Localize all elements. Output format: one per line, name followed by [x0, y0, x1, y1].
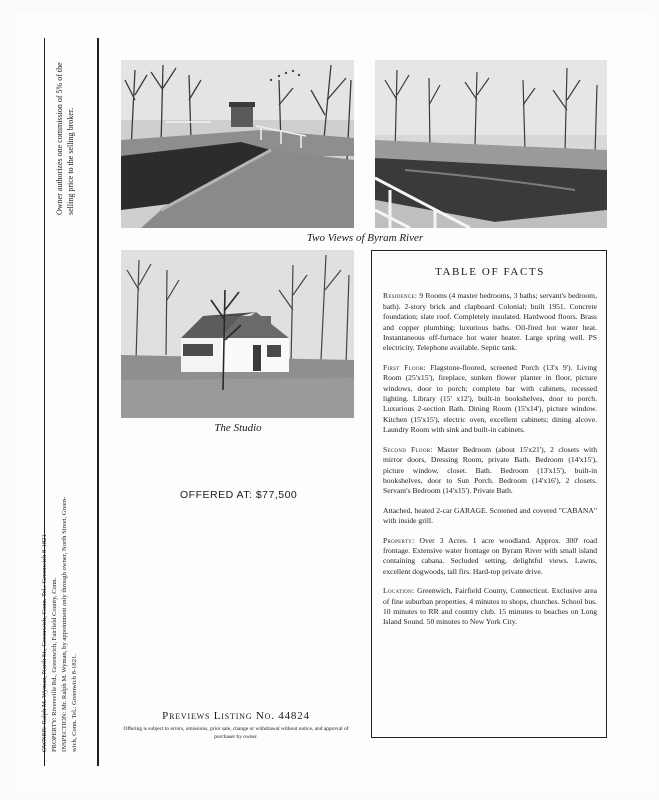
- property-line: PROPERTY: Riversville Rd., Greenwich, Fairfield County, Conn.: [51, 577, 58, 752]
- facts-residence: [383, 291, 597, 353]
- location-label: Location:: [383, 586, 415, 596]
- owner-line: OWNER: Ralph M. Wyman, North St., Greenwich, Conn. Tel.: Greenwich 8-1821: [41, 534, 48, 752]
- facts-first-floor: [383, 363, 597, 436]
- garage-text: Attached, heated 2-car GARAGE. Screened and covered "CABANA" with inside grill.: [383, 505, 597, 526]
- studio-caption: The Studio: [214, 422, 262, 434]
- listing-number: Previews Listing No. 44824: [162, 710, 310, 722]
- second-floor-text: Master Bedroom (about 15'x21'), 2 closets with mirror doors, Dressing Room, private Bath. Bedroom (14'x15'), picture window, closet. Bath. Bedroom (13'x15'), built-in bookshelves, door to Sun Porch. Bedroom (14'x16'), 2 closets. Servant's Bedroom (14'x15'). Private Bath.: [383, 444, 598, 496]
- facts-second-floor: [383, 445, 597, 497]
- commission-note: Owner authorizes one commission of 5% of the selling price to the selling broker.: [55, 62, 75, 215]
- disclaimer: Offering is subject to errors, omissions, prior sale, change or withdrawal without notice, and approval of purchaser by owner.: [123, 726, 349, 740]
- river-photo-bridge: [121, 60, 354, 228]
- inspection-line-2: wich, Conn. Tel.: Greenwich 8-1821.: [71, 654, 78, 752]
- river-caption: Two Views of Byram River: [306, 232, 424, 244]
- table-of-facts: [371, 250, 607, 738]
- margin-rule-inner: [97, 38, 99, 766]
- residence-label: Residence:: [383, 291, 418, 301]
- facts-location: [383, 586, 597, 628]
- inspection-line: INSPECTION: Mr. Ralph M. Wyman, by appointment only through owner, North Street, Green-: [61, 496, 68, 752]
- second-floor-label: Second Floor:: [383, 444, 433, 454]
- offered-price: OFFERED AT: $77,500: [180, 489, 298, 501]
- studio-photo: [121, 250, 354, 418]
- contact-info: [40, 497, 80, 752]
- facts-title: TABLE OF FACTS: [435, 266, 545, 278]
- property-label: Property:: [383, 535, 415, 545]
- property-text: Over 3 Acres. 1 acre woodland. Approx. 300' road frontage. Extensive water frontage on Byram River with small island containing cabana. Secluded setting, delightful views. Lawns, excellent dogwoods, tall firs. Hard-top private drive.: [383, 535, 597, 576]
- location-text: Greenwich, Fairfield County, Connecticut. Exclusive area of fine suburban properties. 4 minutes to shops, churches. School bus. 10 minutes to RR and country club. 15 minutes to beaches on Long Island Sound. 50 minutes to New York City.: [383, 586, 597, 627]
- river-photo-view: [375, 60, 607, 228]
- residence-text: 9 Rooms (4 master bedrooms, 3 baths; servant's bedroom, bath). 2-story brick and clapboard Colonial; built 1951. Concrete foundation; slate roof. Completely insulated. Hardwood floors. Brass and copper plumbing; luxurious baths. Oil-fired hot water heat. Instantaneous off-furnace hot water heater. Large spring well. PS electricity. Telephone available. Septic tank.: [383, 291, 597, 353]
- facts-property: [383, 536, 597, 578]
- facts-garage: [383, 506, 597, 527]
- first-floor-text: Flagstone-floored, screened Porch (13'x 9'). Living Room (25'x15'), fireplace, sunken flower planter in floor, picture windows, door to porch; complete bar with cabinets, recessed lighting. Library (15' x12'), built-in bookshelves, door to porch. Luxurious 2-section Bath. Dining Room (15'x14'), picture window. Kitchen (15'x15'), electric oven, excellent cabinets; dining alcove. Laundry Room with sink and built-in cabinets.: [383, 362, 597, 435]
- first-floor-label: First Floor:: [383, 362, 426, 372]
